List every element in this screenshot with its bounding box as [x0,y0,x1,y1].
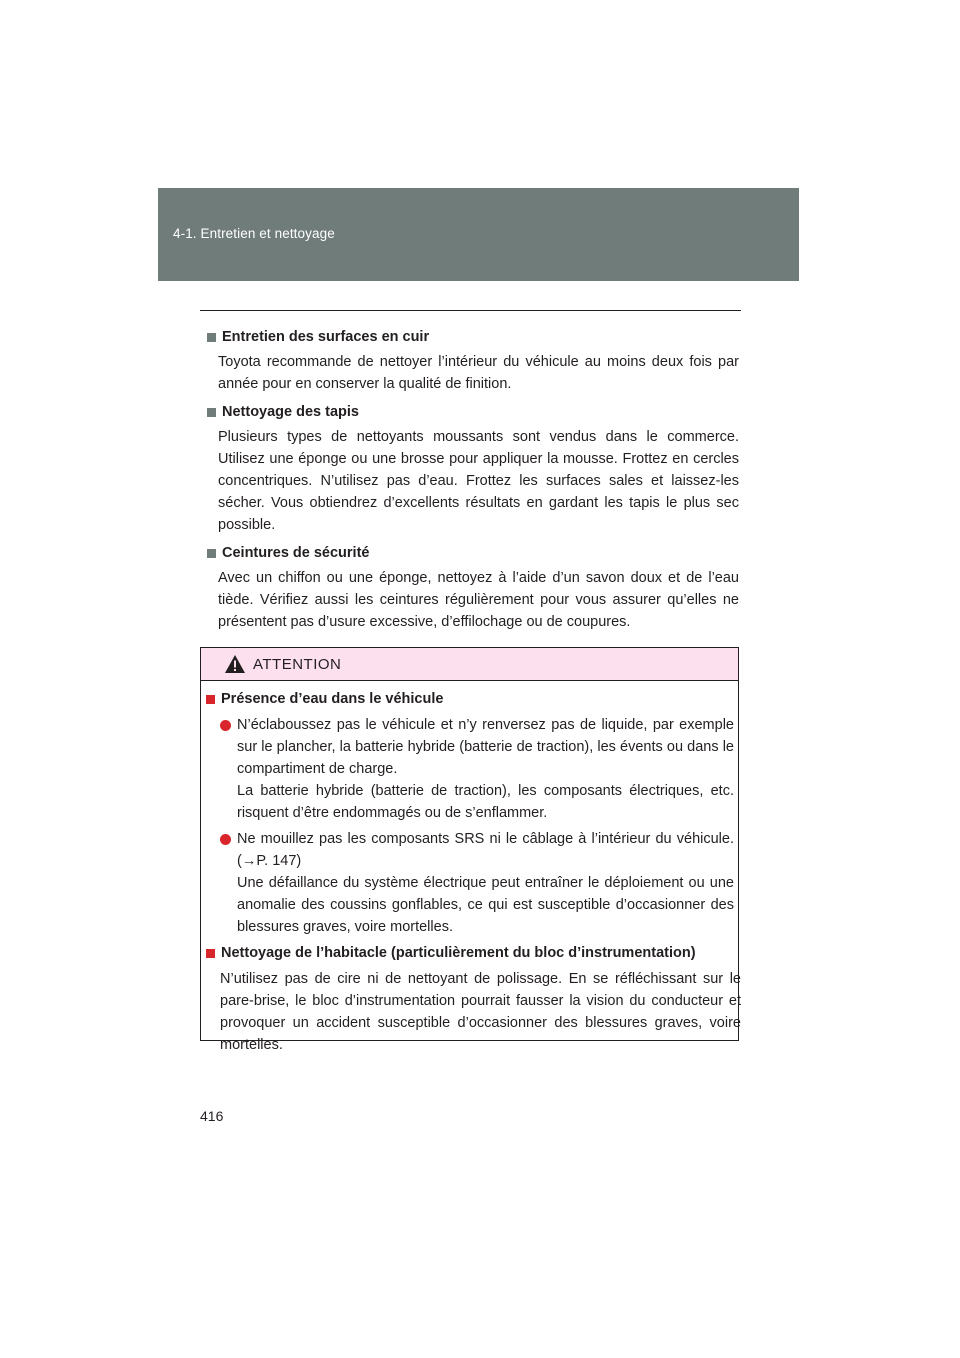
warning-heading: Présence d’eau dans le véhicule [221,691,444,707]
warning-body [201,681,741,1056]
square-bullet-icon [207,408,216,417]
warning-heading: Nettoyage de l’habitacle (particulièrement du bloc d’instrumentation) [221,945,696,961]
page-number: 416 [200,1108,224,1124]
warning-title: ATTENTION [253,655,342,673]
square-bullet-icon [207,549,216,558]
warning-header [201,648,738,681]
divider [200,310,741,311]
round-bullet-icon [220,720,231,731]
warning-box [200,647,741,1053]
main-content [203,326,739,639]
list-item: N’éclaboussez pas le véhicule et n’y renversez pas de liquide, par exemple sur le plancher, la batterie hybride (batterie de traction), les évents ou dans le compartiment de charge. La batterie hybride (batterie de traction), les composants électriques, etc. risquent d’être endommagés ou de s’enflammer. [220,714,734,824]
section-body: Avec un chiffon ou une éponge, nettoyez à l’aide d’un savon doux et de l’eau tiède. Vérifiez aussi les ceintures régulièrement pour vous assurer qu’elles ne présentent pas d’usure excessive, d’effilochage ou de coupures. [218,570,739,630]
square-bullet-icon [207,333,216,342]
round-bullet-icon [220,834,231,845]
chapter-header [158,188,799,281]
section-body: Plusieurs types de nettoyants moussants sont vendus dans le commerce. Utilisez une éponge ou une brosse pour appliquer la mousse. Frottez en cercles concentriques. N’utilisez pas d’eau. Frottez les surfaces sales et laissez-les sécher. Vous obtiendrez d’excellents résultats en gardant les tapis le plus sec possible. [218,429,739,533]
list-item: Ne mouillez pas les composants SRS ni le câblage à l’intérieur du véhicule. (→P. 147) Une défaillance du système électrique peut entraîner le déploiement ou une anomalie des coussins gonflables, ce qui est susceptible d’occasionner des blessures graves, voire mortelles. [220,828,734,938]
square-bullet-icon [206,695,215,704]
section-title: 4-1. Entretien et nettoyage [173,226,335,241]
section-leather [203,326,739,395]
section-heading: Entretien des surfaces en cuir [222,329,430,345]
warning-triangle-icon [224,654,246,674]
section-carpets [203,401,739,536]
section-body: Toyota recommande de nettoyer l’intérieur du véhicule au moins deux fois par année pour en conserver la qualité de finition. [218,354,739,392]
square-bullet-icon [206,949,215,958]
warning-paragraph: N’utilisez pas de cire ni de nettoyant de polissage. En se réfléchissant sur le pare-brise, le bloc d’instrumentation pourrait fausser la vision du conducteur et provoquer un accident susceptible d’occasionner des blessures graves, voire mortelles. [220,971,741,1053]
section-seatbelts [203,542,739,633]
section-heading: Ceintures de sécurité [222,545,370,561]
section-heading: Nettoyage des tapis [222,404,359,420]
